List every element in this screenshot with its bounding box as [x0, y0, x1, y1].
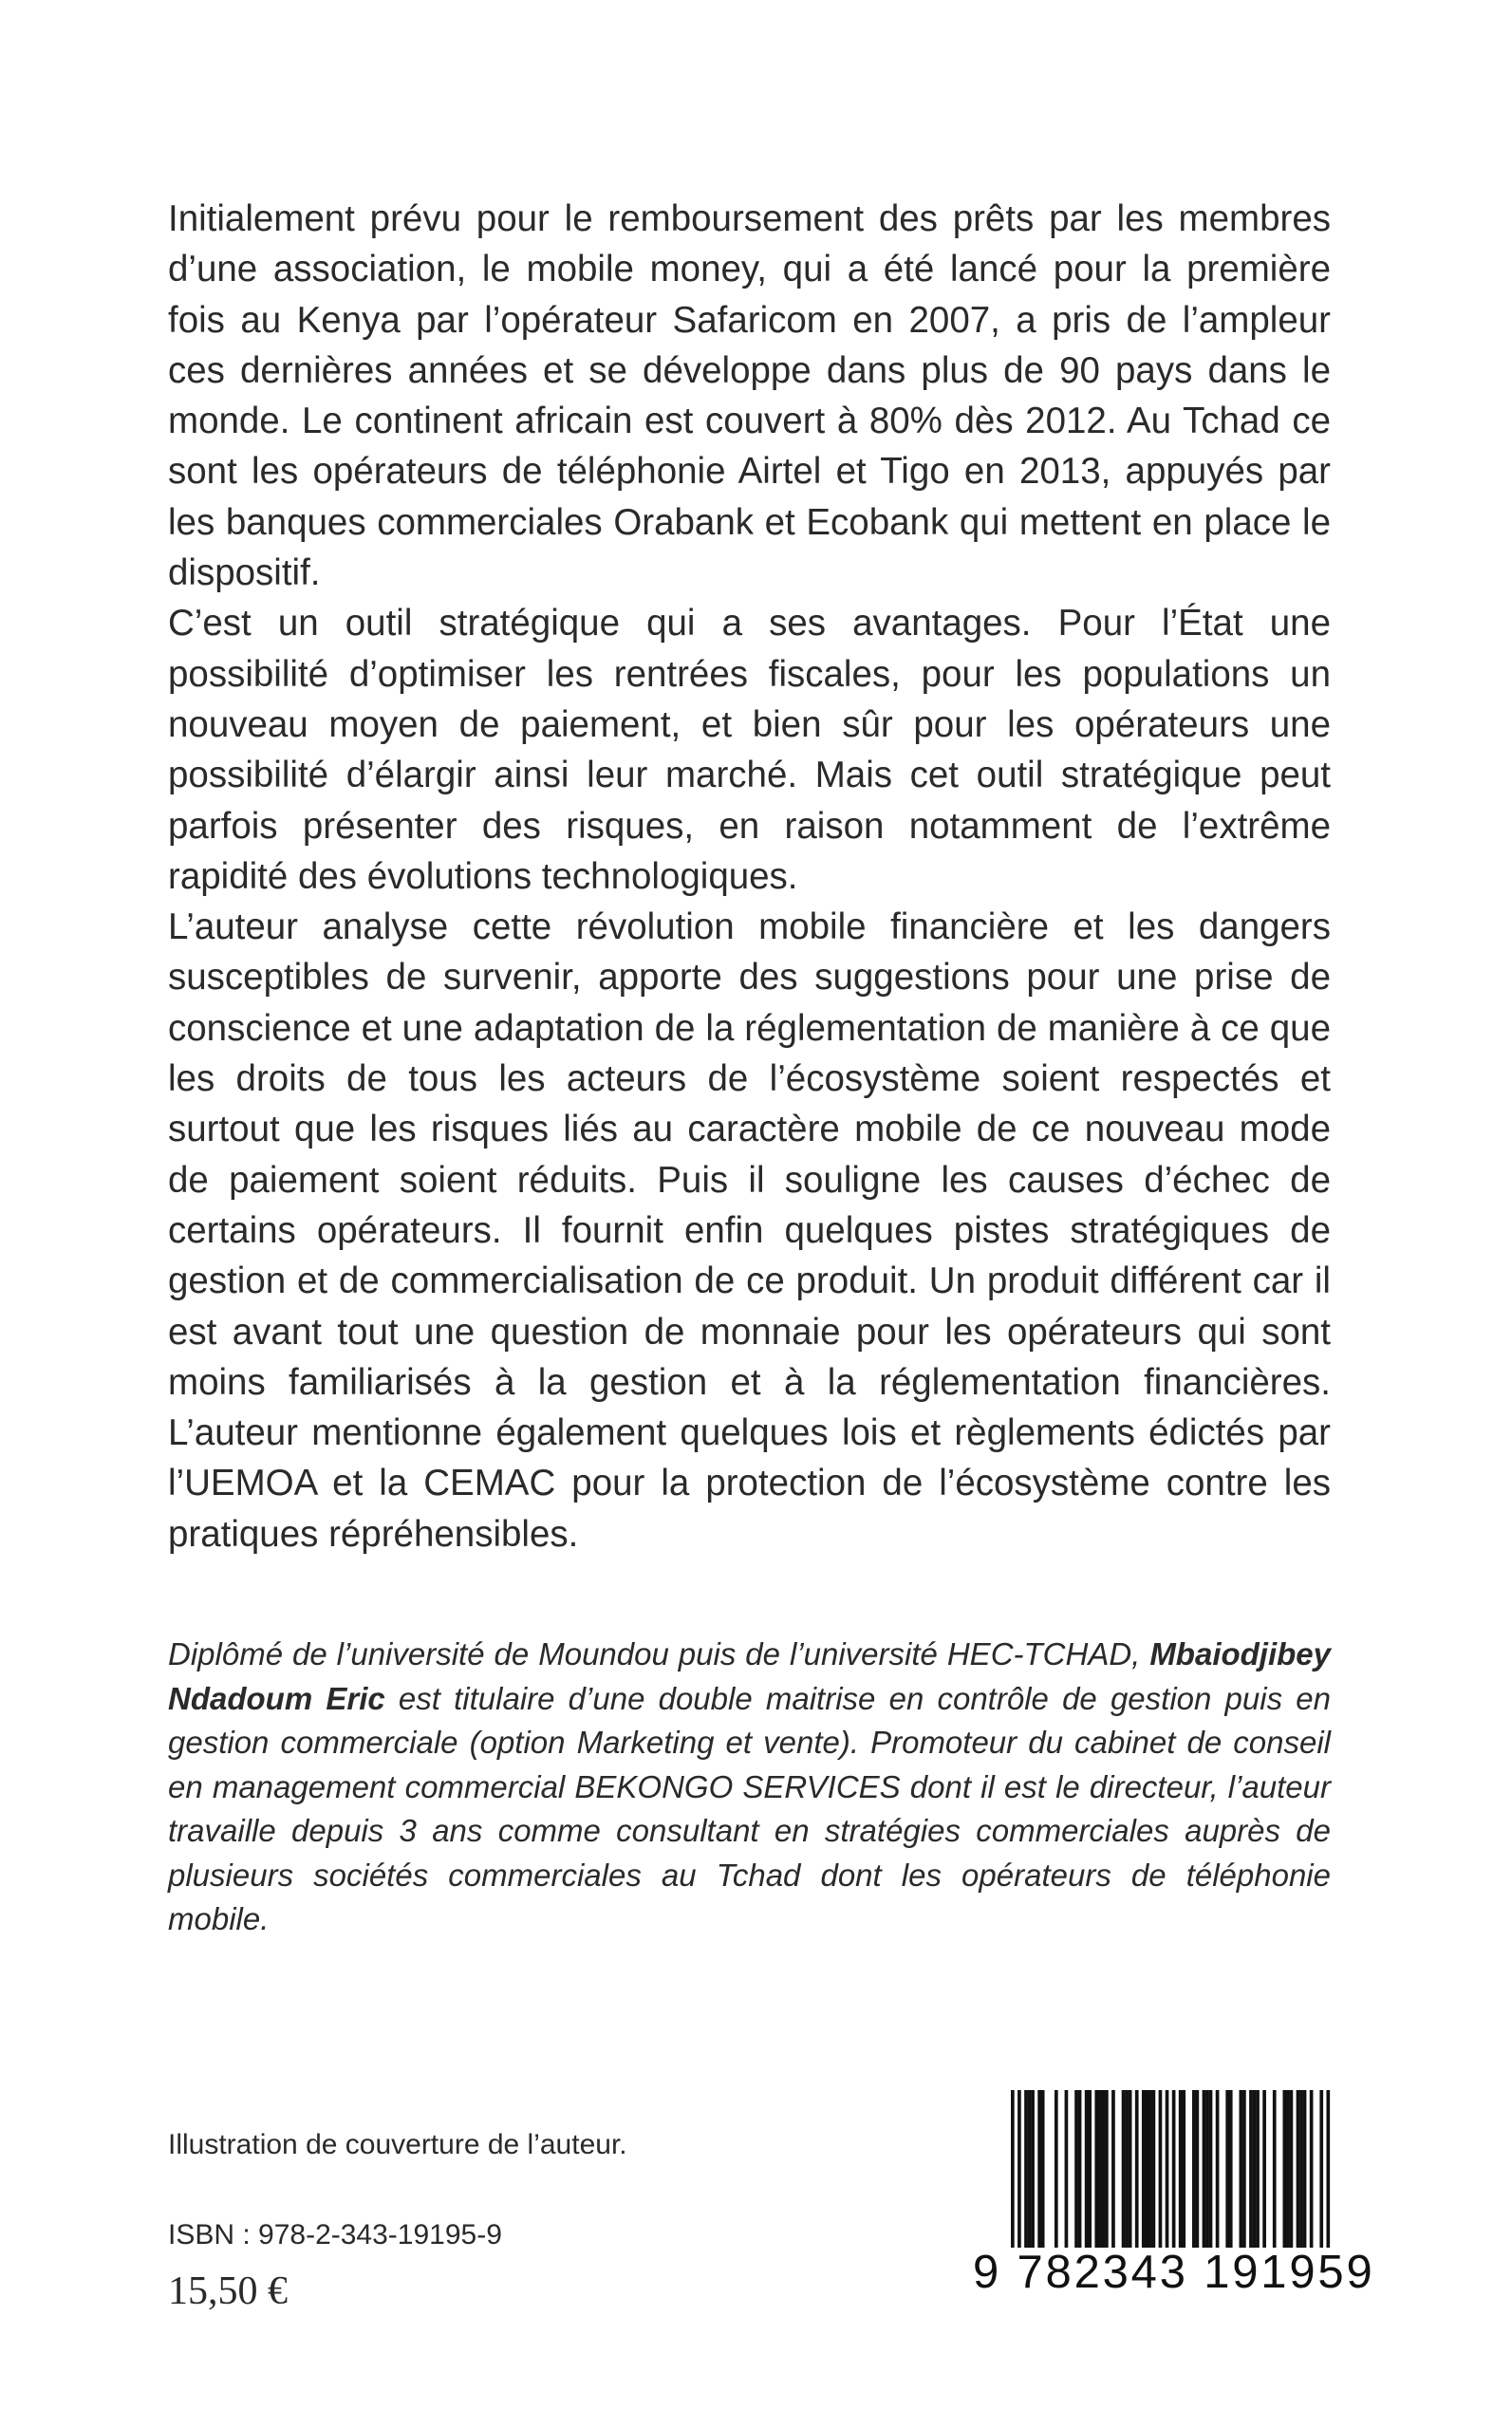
- barcode-bar: [1028, 2090, 1032, 2248]
- barcode-bar: [1253, 2090, 1257, 2248]
- barcode-bar: [1262, 2090, 1266, 2248]
- barcode-bar: [1074, 2090, 1078, 2248]
- blurb-paragraph-1: Initialement prévu pour le remboursement des prêts par les membres d’une association, le mobile money, qui a été lancé pour la première fois au Kenya par l’opérateur Safaricom en 2007, a pris de l’ampleur ces dernières années et se développe dans plus de 90 pays dans le monde. Le continent africain est couvert à 80% dès 2012. Au Tchad ce sont les opérateurs de téléphonie Airtel et Tigo en 2013, appuyés par les banques commerciales Orabank et Ecobank qui mettent en place le dispositif.: [168, 198, 1331, 594]
- barcode-bar: [1111, 2090, 1115, 2248]
- barcode-bar: [1037, 2090, 1041, 2248]
- barcode-bar: [1142, 2090, 1146, 2248]
- barcode-bar: [1055, 2090, 1058, 2248]
- barcode-bar: [1242, 2090, 1246, 2248]
- barcode-bar: [1041, 2090, 1045, 2248]
- barcode-bar: [1203, 2090, 1206, 2248]
- barcode-bar: [1065, 2090, 1069, 2248]
- isbn-label: ISBN : 978-2-343-19195-9: [168, 2219, 502, 2250]
- barcode-bar: [1125, 2090, 1129, 2248]
- barcode-bar: [1094, 2090, 1098, 2248]
- barcode-bar: [1135, 2090, 1139, 2248]
- blurb-paragraph-2: C’est un outil stratégique qui a ses avantages. Pour l’État une possibilité d’optimiser les rentrées fiscales, pour les populations un nouveau moyen de paiement, et bien sûr pour les opérateurs une possibilité d’élargir ainsi leur marché. Mais cet outil stratégique peut parfois présenter des risques, en raison notamment de l’extrême rapidité des évolutions technologiques.: [168, 603, 1331, 897]
- barcode-bar: [1229, 2090, 1233, 2248]
- author-name: Mbaiodjibey Ndadoum Eric: [168, 1636, 1331, 1716]
- barcode-bar: [1182, 2090, 1185, 2248]
- barcode-bar: [1209, 2090, 1213, 2248]
- barcode-bar: [1249, 2090, 1253, 2248]
- barcode-bar: [1078, 2090, 1082, 2248]
- barcode-bar: [1286, 2090, 1290, 2248]
- barcode-bar: [1148, 2090, 1152, 2248]
- barcode-bar: [1101, 2090, 1105, 2248]
- barcode-bar: [1310, 2090, 1314, 2248]
- barcode-bar: [1024, 2090, 1028, 2248]
- barcode-bar: [1303, 2090, 1307, 2248]
- barcode-bar: [1216, 2090, 1220, 2248]
- barcode-bar: [1179, 2090, 1183, 2248]
- barcode-bar: [1192, 2090, 1196, 2248]
- author-bio-details: est titulaire d’une double maitrise en contrôle de gestion puis en gestion commerciale (option Marketing et vente). Promoteur du cabinet de conseil en management commercial BEKONGO SERVICES dont il est le directeur, l’auteur travaille depuis 3 ans comme consultant en stratégies commerciales auprès de plusieurs sociétés commerciales au Tchad dont les opérateurs de téléphonie mobile.: [168, 1680, 1331, 1936]
- barcode-bar: [1088, 2090, 1092, 2248]
- barcode-bar: [1240, 2090, 1243, 2248]
- barcode-bar: [1129, 2090, 1132, 2248]
- barcode-bar: [1159, 2090, 1163, 2248]
- barcode-bar: [1145, 2090, 1148, 2248]
- barcode-bar: [1290, 2090, 1294, 2248]
- barcode-bar: [1122, 2090, 1126, 2248]
- barcode-bar: [1299, 2090, 1303, 2248]
- barcode-bar: [1105, 2090, 1109, 2248]
- barcode-bar: [1256, 2090, 1260, 2248]
- back-cover-blurb: [168, 194, 1331, 1559]
- barcode-bar: [1225, 2090, 1229, 2248]
- barcode-bar: [1085, 2090, 1089, 2248]
- author-bio: [168, 1633, 1331, 1942]
- barcode-bar: [1152, 2090, 1156, 2248]
- barcode-bar: [1297, 2090, 1300, 2248]
- illustration-credit: Illustration de couverture de l’auteur.: [168, 2129, 627, 2160]
- author-bio-intro: Diplômé de l’université de Moundou puis de l’université HEC-TCHAD,: [168, 1636, 1150, 1671]
- barcode-digits: 9 782343 191959: [973, 2247, 1375, 2298]
- barcode-bar: [1031, 2090, 1035, 2248]
- barcode-bar: [1098, 2090, 1102, 2248]
- barcode-bar: [1196, 2090, 1200, 2248]
- price-label: 15,50 €: [168, 2269, 288, 2313]
- barcode-bar: [1273, 2090, 1277, 2248]
- blurb-paragraph-3: L’auteur analyse cette révolution mobile financière et les dangers susceptibles de survenir, apporte des suggestions pour une prise de conscience et une adaptation de la réglementation de manière à ce que les droits de tous les acteurs de l’écosystème soient respectés et surtout que les risques liés au caractère mobile de ce nouveau mode de paiement soient réduits. Puis il souligne les causes d’échec de certains opérateurs. Il fournit enfin quelques pistes stratégiques de gestion et de commercialisation de ce produit. Un produit différent car il est avant tout une question de monnaie pour les opérateurs qui sont moins familiarisés à la gestion et à la réglementation financières. L’auteur mentionne également quelques lois et règlements édictés par l’UEMOA et la CEMAC pour la protection de l’écosystème contre les pratiques répréhensibles.: [168, 906, 1331, 1555]
- barcode-bar: [1205, 2090, 1209, 2248]
- barcode-bar: [1282, 2090, 1286, 2248]
